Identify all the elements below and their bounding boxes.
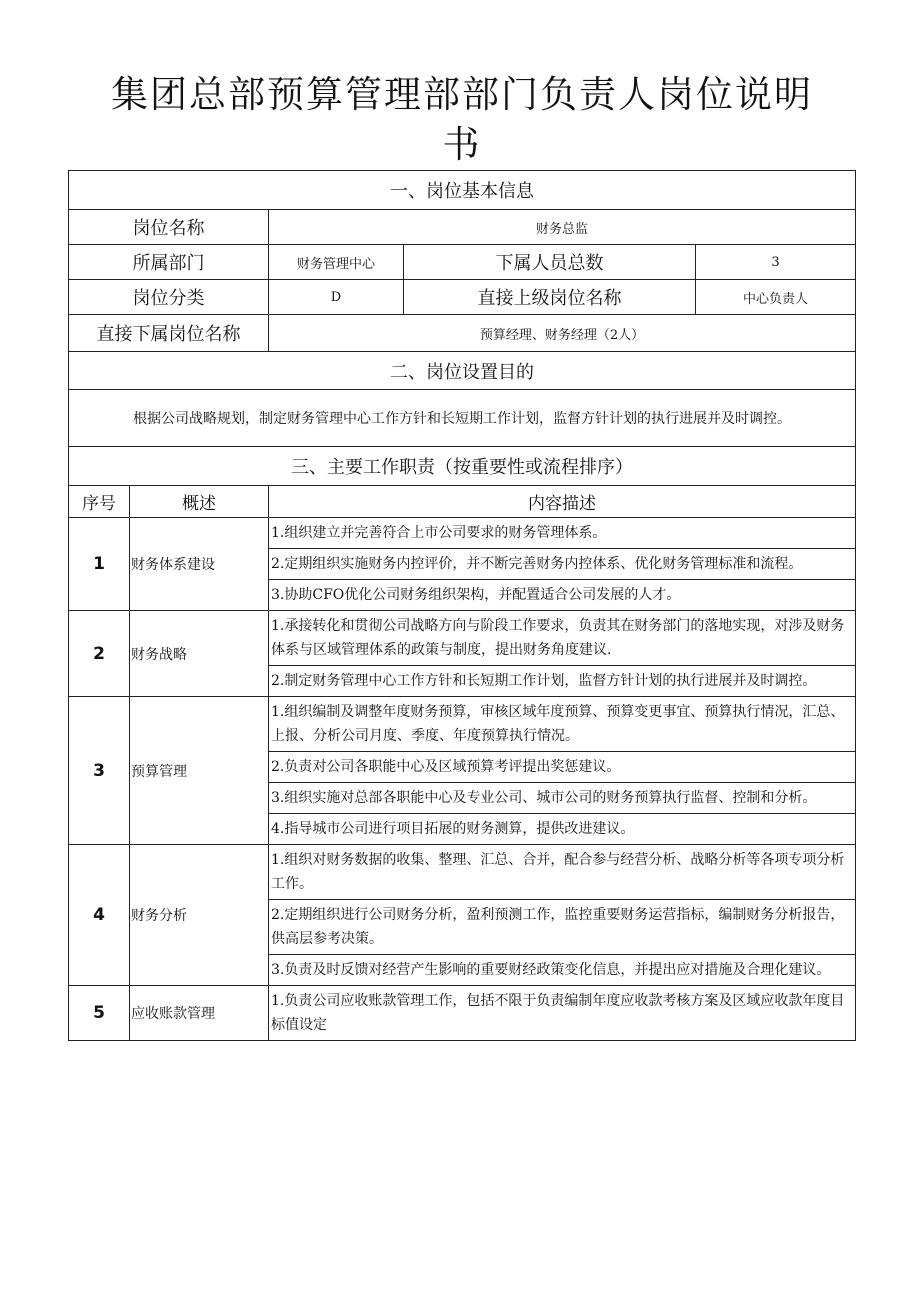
superior-label: 直接上级岗位名称 — [404, 280, 696, 315]
duty-item: 1.负责公司应收账款管理工作，包括不限于负责编制年度应收款考核方案及区域应收款年度目标值设定 — [269, 986, 856, 1041]
duty-item: 1.组织编制及调整年度财务预算，审核区域年度预算、预算变更事宜、预算执行情况，汇总、上报、分析公司月度、季度、年度预算执行情况。 — [269, 697, 856, 752]
job-description-table — [68, 170, 856, 1041]
duty-item: 3.负责及时反馈对经营产生影响的重要财经政策变化信息，并提出应对措施及合理化建议。 — [269, 955, 856, 986]
duty-item: 1.承接转化和贯彻公司战略方向与阶段工作要求，负责其在财务部门的落地实现，对涉及财务体系与区域管理体系的政策与制度，提出财务角度建议. — [269, 611, 856, 666]
section1-heading: 一、岗位基本信息 — [69, 171, 856, 210]
duty-row — [69, 518, 856, 549]
section2-heading: 二、岗位设置目的 — [69, 352, 856, 390]
department-label: 所属部门 — [69, 245, 269, 280]
subordinate-positions-value: 预算经理、财务经理（2人） — [269, 315, 856, 352]
position-name-label: 岗位名称 — [69, 210, 269, 245]
duty-row — [69, 697, 856, 752]
column-header-description: 内容描述 — [269, 486, 856, 518]
duty-item: 4.指导城市公司进行项目拓展的财务测算，提供改进建议。 — [269, 814, 856, 845]
title-line-2: 书 — [442, 123, 482, 166]
column-header-no: 序号 — [69, 486, 130, 518]
duty-item: 1.组织建立并完善符合上市公司要求的财务管理体系。 — [269, 518, 856, 549]
department-value: 财务管理中心 — [269, 245, 404, 280]
duty-number: 2 — [69, 611, 130, 697]
category-value: D — [269, 280, 404, 315]
duty-number: 3 — [69, 697, 130, 845]
superior-value: 中心负责人 — [696, 280, 856, 315]
duty-overview: 财务分析 — [130, 845, 269, 986]
document-title — [68, 70, 856, 170]
duty-item: 2.制定财务管理中心工作方针和长短期工作计划，监督方针计划的执行进展并及时调控。 — [269, 666, 856, 697]
duty-number: 1 — [69, 518, 130, 611]
duty-item: 3.协助CFO优化公司财务组织架构，并配置适合公司发展的人才。 — [269, 580, 856, 611]
duty-row — [69, 986, 856, 1041]
subordinate-positions-label: 直接下属岗位名称 — [69, 315, 269, 352]
duty-item: 2.定期组织实施财务内控评价，并不断完善财务内控体系、优化财务管理标准和流程。 — [269, 549, 856, 580]
duty-overview: 财务战略 — [130, 611, 269, 697]
duty-overview: 预算管理 — [130, 697, 269, 845]
duty-overview: 应收账款管理 — [130, 986, 269, 1041]
subordinates-count-value: 3 — [696, 245, 856, 280]
section3-heading: 三、主要工作职责（按重要性或流程排序） — [69, 447, 856, 486]
duty-number: 4 — [69, 845, 130, 986]
subordinates-count-label: 下属人员总数 — [404, 245, 696, 280]
duty-row — [69, 611, 856, 666]
purpose-text: 根据公司战略规划，制定财务管理中心工作方针和长短期工作计划，监督方针计划的执行进展并及时调控。 — [69, 390, 856, 447]
duty-item: 3.组织实施对总部各职能中心及专业公司、城市公司的财务预算执行监督、控制和分析。 — [269, 783, 856, 814]
duty-overview: 财务体系建设 — [130, 518, 269, 611]
duty-number: 5 — [69, 986, 130, 1041]
position-name-value: 财务总监 — [269, 210, 856, 245]
title-line-1: 集团总部预算管理部部门负责人岗位说明 — [111, 73, 813, 116]
column-header-overview: 概述 — [130, 486, 269, 518]
duty-row — [69, 845, 856, 900]
duty-item: 2.定期组织进行公司财务分析，盈利预测工作，监控重要财务运营指标，编制财务分析报告，供高层参考决策。 — [269, 900, 856, 955]
duty-item: 1.组织对财务数据的收集、整理、汇总、合并，配合参与经营分析、战略分析等各项专项分析工作。 — [269, 845, 856, 900]
duty-item: 2.负责对公司各职能中心及区域预算考评提出奖惩建议。 — [269, 752, 856, 783]
category-label: 岗位分类 — [69, 280, 269, 315]
